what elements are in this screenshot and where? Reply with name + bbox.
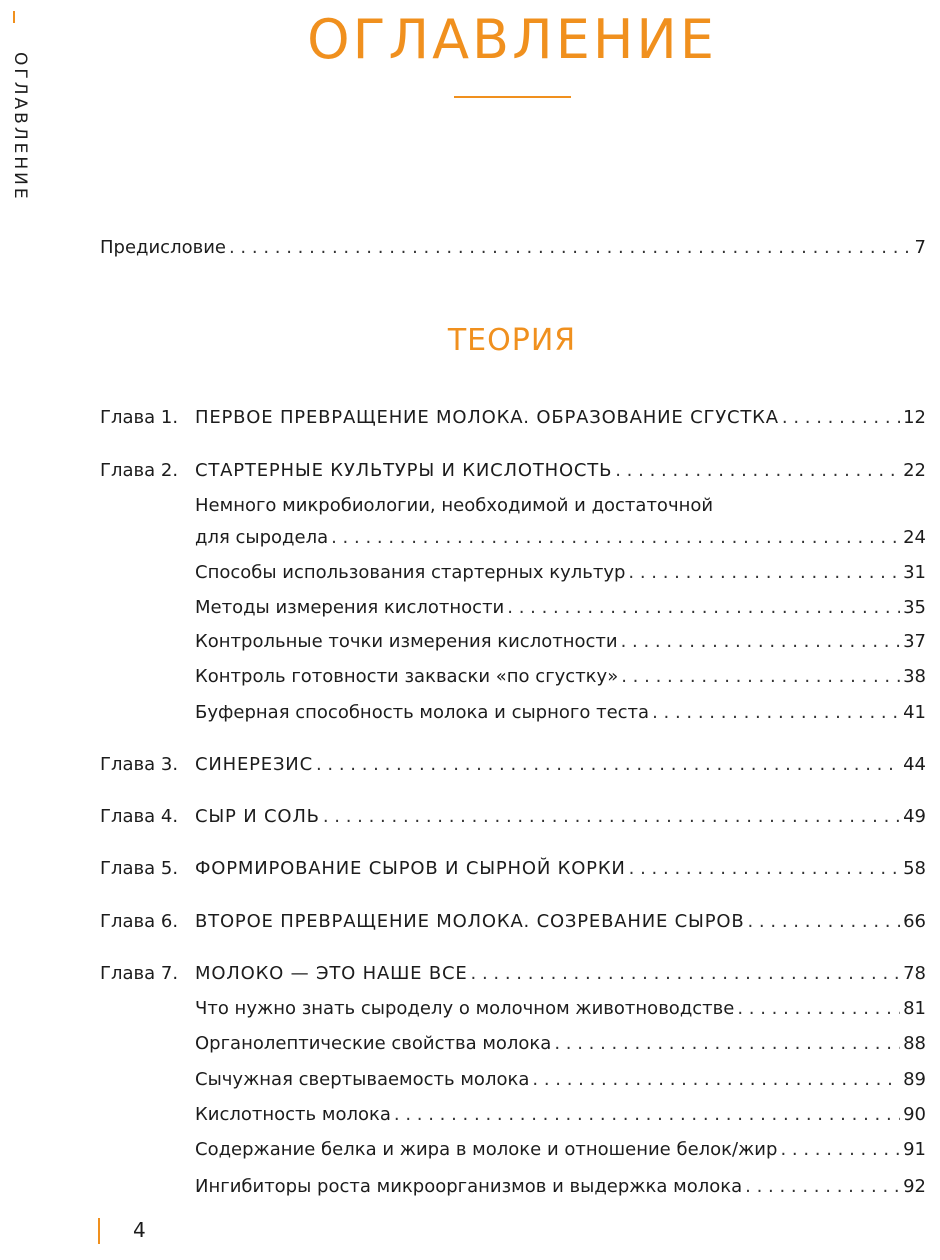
leader-dots xyxy=(331,527,900,549)
subentry-title: Органолептические свойства молока xyxy=(195,1033,552,1054)
chapter-title: МОЛОКО — ЭТО НАШЕ ВСЕ xyxy=(195,963,468,984)
toc-page-number: 91 xyxy=(903,1139,926,1160)
toc-subentry[interactable] xyxy=(195,1139,926,1161)
toc-page-number: 78 xyxy=(903,963,926,984)
leader-dots xyxy=(323,806,900,828)
toc-page-number: 92 xyxy=(903,1176,926,1197)
leader-dots xyxy=(747,911,900,933)
toc-chapter-4[interactable] xyxy=(100,806,926,828)
toc-page-number: 38 xyxy=(903,666,926,687)
subentry-title: Кислотность молока xyxy=(195,1104,391,1125)
toc-chapter-5[interactable] xyxy=(100,858,926,880)
chapter-prefix: Глава 7. xyxy=(100,963,179,984)
chapter-title: ФОРМИРОВАНИЕ СЫРОВ И СЫРНОЙ КОРКИ xyxy=(195,858,626,879)
toc-page-number: 81 xyxy=(903,998,926,1019)
chapter-title: СИНЕРЕЗИС xyxy=(195,754,313,775)
page-title: ОГЛАВЛЕНИЕ xyxy=(307,8,717,71)
chapter-title: СЫР И СОЛЬ xyxy=(195,806,320,827)
subentry-title: Контроль готовности закваски «по сгустку» xyxy=(195,666,619,687)
subentry-title: Что нужно знать сыроделу о молочном животноводстве xyxy=(195,998,735,1019)
title-underline xyxy=(454,96,571,98)
chapter-title: ПЕРВОЕ ПРЕВРАЩЕНИЕ МОЛОКА. ОБРАЗОВАНИЕ СГУСТКА xyxy=(195,407,779,428)
toc-page-number: 44 xyxy=(903,754,926,775)
leader-dots xyxy=(394,1104,900,1126)
toc-page-number: 7 xyxy=(914,237,926,258)
chapter-prefix: Глава 1. xyxy=(100,407,179,428)
leader-dots xyxy=(621,666,900,688)
toc-subentry[interactable] xyxy=(195,1176,926,1198)
leader-dots xyxy=(532,1069,900,1091)
toc-subentry[interactable] xyxy=(195,1033,926,1055)
leader-dots xyxy=(471,963,901,985)
chapter-prefix: Глава 2. xyxy=(100,460,179,481)
leader-dots xyxy=(745,1176,900,1198)
toc-chapter-2[interactable] xyxy=(100,460,926,482)
leader-dots xyxy=(554,1033,900,1055)
footer-accent-tick xyxy=(98,1218,100,1244)
toc-chapter-7[interactable] xyxy=(100,963,926,985)
toc-chapter-3[interactable] xyxy=(100,754,926,776)
side-running-header: ОГЛАВЛЕНИЕ xyxy=(10,52,30,202)
subentry-title: Буферная способность молока и сырного теста xyxy=(195,702,650,723)
toc-page-number: 90 xyxy=(903,1104,926,1125)
toc-subentry[interactable] xyxy=(195,702,926,724)
toc-subentry[interactable] xyxy=(195,1069,926,1091)
subentry-title: Контрольные точки измерения кислотности xyxy=(195,631,618,652)
leader-dots xyxy=(652,702,900,724)
chapter-title: СТАРТЕРНЫЕ КУЛЬТУРЫ И КИСЛОТНОСТЬ xyxy=(195,460,613,481)
toc-chapter-6[interactable] xyxy=(100,911,926,933)
chapter-prefix: Глава 5. xyxy=(100,858,179,879)
folio-page-number: 4 xyxy=(133,1218,146,1242)
toc-page-number: 12 xyxy=(903,407,926,428)
toc-page-number: 49 xyxy=(903,806,926,827)
subentry-title: для сыродела xyxy=(195,527,329,548)
leader-dots xyxy=(628,562,900,584)
toc-subentry-line[interactable]: Немного микробиологии, необходимой и достаточной xyxy=(195,495,714,516)
leader-dots xyxy=(737,998,900,1020)
subentry-title: Способы использования стартерных культур xyxy=(195,562,626,583)
toc-page-number: 22 xyxy=(903,460,926,481)
toc-page-number: 58 xyxy=(903,858,926,879)
leader-dots xyxy=(615,460,900,482)
subentry-title: Ингибиторы роста микроорганизмов и выдержка молока xyxy=(195,1176,743,1197)
toc-page-number: 31 xyxy=(903,562,926,583)
toc-subentry[interactable] xyxy=(195,527,926,549)
toc-subentry[interactable] xyxy=(195,1104,926,1126)
subentry-title: Содержание белка и жира в молоке и отношение белок/жир xyxy=(195,1139,778,1160)
toc-page-number: 41 xyxy=(903,702,926,723)
leader-dots xyxy=(780,1139,900,1161)
toc-subentry[interactable] xyxy=(195,631,926,653)
toc-subentry[interactable] xyxy=(195,597,926,619)
toc-entry-title: Предисловие xyxy=(100,237,226,258)
toc-subentry[interactable] xyxy=(195,666,926,688)
toc-page-number: 37 xyxy=(903,631,926,652)
section-heading-theory: ТЕОРИЯ xyxy=(447,323,577,358)
chapter-prefix: Глава 3. xyxy=(100,754,179,775)
toc-page-number: 88 xyxy=(903,1033,926,1054)
toc-chapter-1[interactable] xyxy=(100,407,926,429)
chapter-title: ВТОРОЕ ПРЕВРАЩЕНИЕ МОЛОКА. СОЗРЕВАНИЕ СЫРОВ xyxy=(195,911,745,932)
toc-subentry[interactable] xyxy=(195,998,926,1020)
leader-dots xyxy=(629,858,900,880)
leader-dots xyxy=(229,237,912,259)
chapter-prefix: Глава 4. xyxy=(100,806,179,827)
toc-subentry[interactable] xyxy=(195,562,926,584)
toc-page-number: 24 xyxy=(903,527,926,548)
toc-page-number: 89 xyxy=(903,1069,926,1090)
toc-page-number: 66 xyxy=(903,911,926,932)
leader-dots xyxy=(507,597,900,619)
toc-page-number: 35 xyxy=(903,597,926,618)
subentry-title: Сычужная свертываемость молока xyxy=(195,1069,530,1090)
subentry-title: Методы измерения кислотности xyxy=(195,597,505,618)
chapter-prefix: Глава 6. xyxy=(100,911,179,932)
leader-dots xyxy=(782,407,900,429)
toc-entry-preface[interactable] xyxy=(100,237,926,259)
leader-dots xyxy=(621,631,901,653)
leader-dots xyxy=(316,754,900,776)
